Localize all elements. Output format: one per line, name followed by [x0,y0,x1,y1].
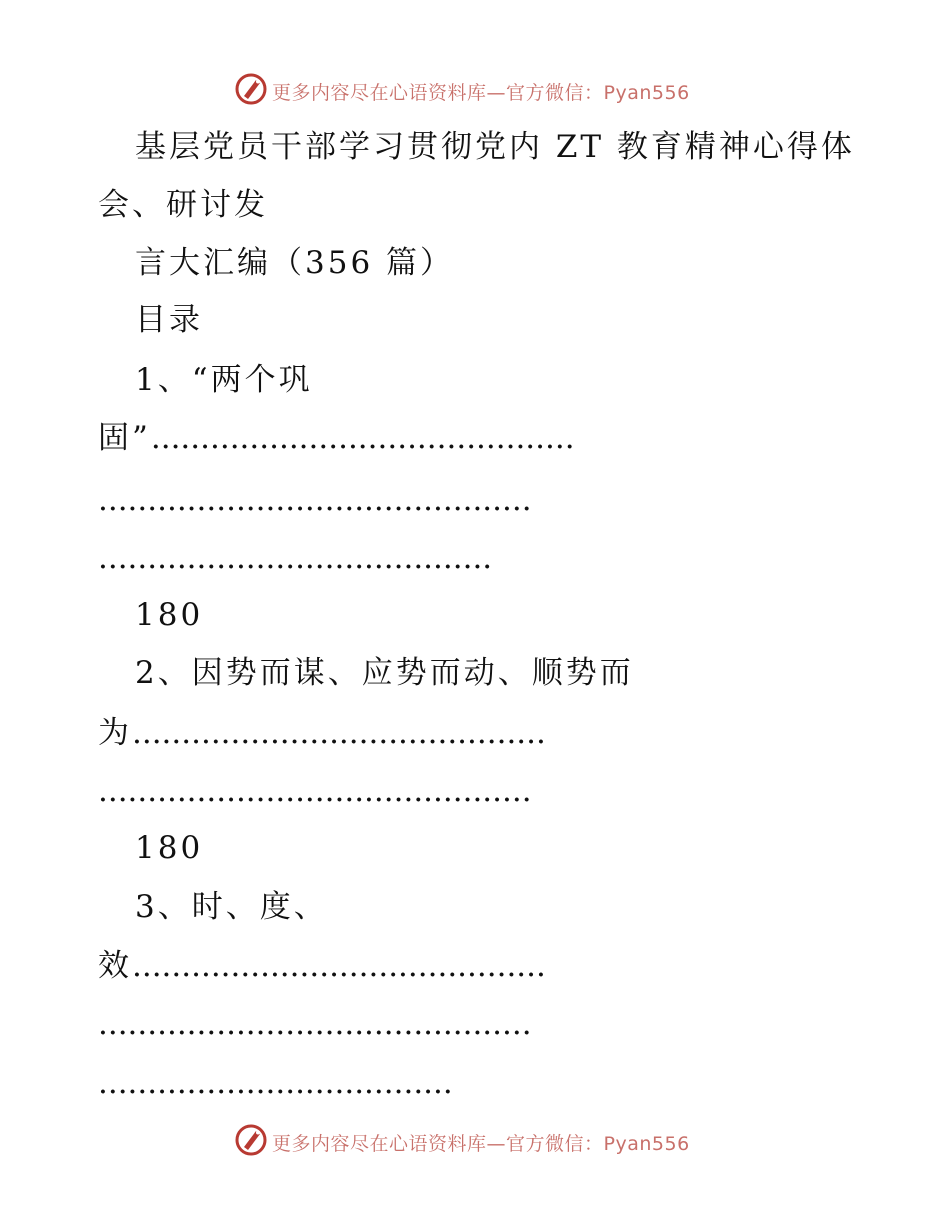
toc-entry-3-label: 3、时、度、 [135,889,328,925]
toc-leader-dots: .................................... [98,1065,453,1101]
toc-leader-dots: ........................................... [150,420,575,456]
toc-heading: 目录 [135,302,203,338]
pen-seal-icon [234,1123,268,1157]
toc-leader-dots: .......................................... [132,948,546,984]
toc-entry-label-text: 固” [98,420,151,456]
toc-leader-dots: ............................................ [98,482,532,518]
toc-entry-1-label-cont [0,418,950,458]
toc-entry-3-label-cont [0,946,950,986]
toc-leader-dots: .......................................... [132,715,546,751]
toc-entry-1-page: 180 [135,597,204,633]
toc-entry-label-text: 为 [98,715,132,751]
document-title-line-1: 基层党员干部学习贯彻党内 ZT 教育精神心得体 [135,129,855,165]
header-watermark [0,70,950,110]
toc-leader-dots: ............................................ [98,773,532,809]
watermark-text: 更多内容尽在心语资料库—官方微信：Pyan556 [272,1133,690,1155]
document-title-line-2: 会、研讨发 [98,187,268,223]
toc-entry-2-label-cont [0,713,950,753]
toc-entry-label-text: 效 [98,948,132,984]
footer-watermark [0,1121,950,1161]
toc-entry-2-page: 180 [135,830,204,866]
toc-entry-2-label: 2、因势而谋、应势而动、顺势而 [135,655,634,691]
watermark-text: 更多内容尽在心语资料库—官方微信：Pyan556 [272,82,690,104]
pen-seal-icon [234,72,268,106]
toc-leader-dots: ........................................ [98,540,493,576]
document-title-line-3: 言大汇编（356 篇） [135,245,455,281]
toc-entry-1-label: 1、“两个巩 [135,362,313,398]
toc-leader-dots: ............................................ [98,1006,532,1042]
